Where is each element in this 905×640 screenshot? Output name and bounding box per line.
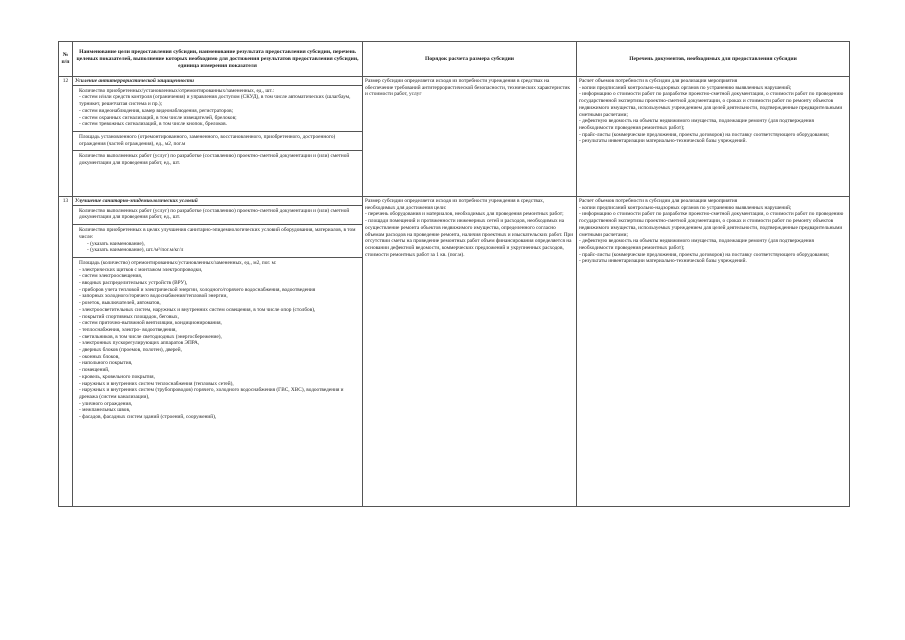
doc-line: - результаты инвентаризации материально-технической базы учреждений. <box>579 258 747 265</box>
table-header-row <box>59 42 850 77</box>
indicator-line: - помещений, <box>79 367 110 374</box>
indicator-line: Количество приобретенных в целях улучшения санитарно-эпидемиологических условий оборудования, материалов, в том числе: <box>79 227 356 240</box>
calc-line: Размер субсидии определяется исходя из потребности учреждения в средствах, необходимых для достижения цели: <box>365 198 545 211</box>
header-documents: Перечень документов, необходимых для предоставления субсидии <box>577 42 850 77</box>
indicator-line: - теплоснабжения, электро- водоотведения, <box>79 326 177 333</box>
table-row-13 <box>59 197 850 507</box>
doc-line: - информацию о стоимости работ по разработке проектно-сметной документации, о стоимости работ по проведению государственной экспертизы проектно-сметной документации, о сроках и стоимости работ по ремонту объектов недвижимого имущества, используемых учреждением для целей деятельности, подтвержденные предварительными сметными расчетами; <box>579 91 844 118</box>
indicator-line: - вводных распределительных устройств (ВРУ), <box>79 280 188 287</box>
indicator-line: - наружных и внутренних систем теплоснабжения (тепловых сетей), <box>79 380 234 387</box>
doc-line: - дефектную ведомость на объекты недвижимого имущества, подлежащие ремонту (для подтверждения необходимости проведения ремонтных работ); <box>579 238 814 251</box>
indicator-line: Количество приобретенных/установленных/отремонтированных/замененных, ед., шт.: <box>79 87 275 94</box>
doc-line: - информацию о стоимости работ по разработке проектно-сметной документации, о стоимости работ по проведению государственной экспертизы проектно-сметной документации, о сроках и стоимости работ по ремонту объектов недвижимого имущества, используемых учреждением для целей деятельности, подтвержденные предварительными сметными расчетами; <box>579 211 844 238</box>
indicator-block <box>73 85 362 131</box>
indicator-line: - (указать наименование), шт./м²/пог.м/кг/л <box>87 247 184 254</box>
indicator-line: - систем и/или средств контроля (ограничения) и управления доступом (СКУД), в том числе автоматических (шлагбаум, турникет, решетчатая система и пр.); <box>79 94 351 108</box>
indicator-block: Количество выполненных работ (услуг) по разработке (составлению) проектно-сметной документации и (или) сметной документации для проведения работ, ед., шт. <box>73 205 362 224</box>
doc-line: - результаты инвентаризации материально-технической базы учреждений. <box>579 138 747 145</box>
header-calculation: Порядок расчета размера субсидии <box>363 42 577 77</box>
subsidy-table <box>58 41 850 507</box>
doc-line: Расчет объемов потребности в субсидии для реализации мероприятия <box>579 198 738 204</box>
indicator-line: - электроосветительных систем, наружных и внутренних систем освещения, в том числе опор (столбов), <box>79 306 316 313</box>
doc-line: - копии предписаний контрольно-надзорных органов по устранению выявленных нарушений; <box>579 204 792 211</box>
row-number: 13 <box>59 197 73 507</box>
row-calculation: Размер субсидии определяется исходя из потребности учреждения в средствах на обеспечение требований антитеррористической безопасности, технических характеристик и стоимости работ, услуг <box>363 77 577 197</box>
header-number: № п/п <box>59 42 73 77</box>
row-number: 12 <box>59 77 73 197</box>
indicator-line: - электрических щитков с монтажом электропроводки, <box>79 266 203 273</box>
indicator-line: - розеток, выключателей, автоматов, <box>79 300 161 307</box>
indicator-line: - межпанельных швов, <box>79 407 131 414</box>
indicator-line: - наружных и внутренних систем (трубопроводов) горячего, холодного водоснабжения (ГВС, ХВС), водоотведения и дренажа (систем канализации), <box>79 387 344 400</box>
indicator-line: - светильников, в том числе светодиодных (энергосбережение), <box>79 333 222 340</box>
goal-title: Усиление антитеррористической защищенности <box>75 78 194 84</box>
calc-line: - площади помещений и протяженности инженерных сетей и расходов, необходимых на осуществление ремонта объектов недвижимого имущества, определенного согласно объемам расходов на проведение ремонта, наличия проектных и изыскательских работ. При отсутствии сметы на проведение ремонтных работ объем финансирования определяется на основании дефектной ведомости, коммерческих предложений и укрупненных расходов, стоимости ремонтных работ за 1 кв. (пог.м). <box>365 218 574 258</box>
table-row-12 <box>59 77 850 197</box>
indicator-line: - запорных холодного/горячего водоснабжения/тепловой энергии, <box>79 293 228 300</box>
calc-line: - перечень оборудования и материалов, необходимых для проведения ремонтных работ; <box>365 211 564 218</box>
indicator-line: - кровель, кровельного покрытия, <box>79 373 155 380</box>
indicator-line: - систем охранных сигнализаций, в том числе извещателей, брелоков; <box>79 114 237 121</box>
indicator-line: - систем приточно-вытяжной вентиляции, кондиционирования, <box>79 320 222 327</box>
doc-line: Расчет объемов потребности в субсидии для реализации мероприятия <box>579 78 738 84</box>
goal-title: Улучшение санитарно-эпидемиологических условий <box>75 198 198 204</box>
row-goal <box>73 197 363 507</box>
indicator-line: Площадь (количество) отремонтированных/установленных/замененных, ед., м2, пог. м: <box>79 259 277 266</box>
indicator-line: - электронных пускорегулирующих аппаратов ЭПРА, <box>79 340 200 347</box>
indicator-line: - фасадов, фасадных систем зданий (строений, сооружений), <box>79 414 217 421</box>
indicator-line: - оконных блоков, <box>79 353 120 360</box>
indicator-line: - напольного покрытия, <box>79 360 133 367</box>
doc-line: - дефектную ведомость на объекты недвижимого имущества, подлежащие ремонту (для подтверждения необходимости проведения ремонтных работ); <box>579 118 814 131</box>
row-documents <box>577 77 850 197</box>
indicator-block <box>73 224 362 257</box>
indicator-line: - систем видеонаблюдения, камер видеонаблюдения, регистраторов; <box>79 107 234 114</box>
indicator-line: - (указать наименование), <box>87 240 145 247</box>
indicator-line: - систем тревожных сигнализаций, в том числе кнопок, брелоков. <box>79 121 228 128</box>
row-documents <box>577 197 850 507</box>
indicator-block: Площадь установленного (отремонтированного, замененного, восстановленного, приобретенного, достроенного) ограждения (частей ограждения), ед., м2, пог.м <box>73 131 362 150</box>
header-goal: Наименование цели предоставления субсидии, наименование результата предоставления субсидии, перечень целевых показателей, выполнение которых необходимо для достижения результатов предоставления субсидии, единица измерения показателя <box>73 42 363 77</box>
indicator-line: - уличного ограждения, <box>79 400 133 407</box>
row-goal <box>73 77 363 197</box>
row-calculation <box>363 197 577 507</box>
indicator-line: - дверных блоков (проемов, полотен), дверей, <box>79 347 182 354</box>
indicator-line: - приборов учета тепловой и электрической энергии, холодного/горячего водоснабжения, водоотведения <box>79 286 316 293</box>
indicator-block <box>73 257 362 424</box>
indicator-block: Количество выполненных работ (услуг) по разработке (составлению) проектно-сметной документации и (или) сметной документации для проведения работ, ед., шт. <box>73 150 362 169</box>
doc-line: - копии предписаний контрольно-надзорных органов по устранению выявленных нарушений; <box>579 84 792 91</box>
indicator-line: - покрытий спортивных площадок, беговых, <box>79 313 179 320</box>
doc-line: - прайс-листы (коммерческие предложения, проекты договоров) на поставку соответствующего оборудования; <box>579 251 830 258</box>
indicator-line: - систем электроосвещения, <box>79 273 143 280</box>
doc-line: - прайс-листы (коммерческие предложения, проекты договоров) на поставку соответствующего оборудования; <box>579 131 830 138</box>
